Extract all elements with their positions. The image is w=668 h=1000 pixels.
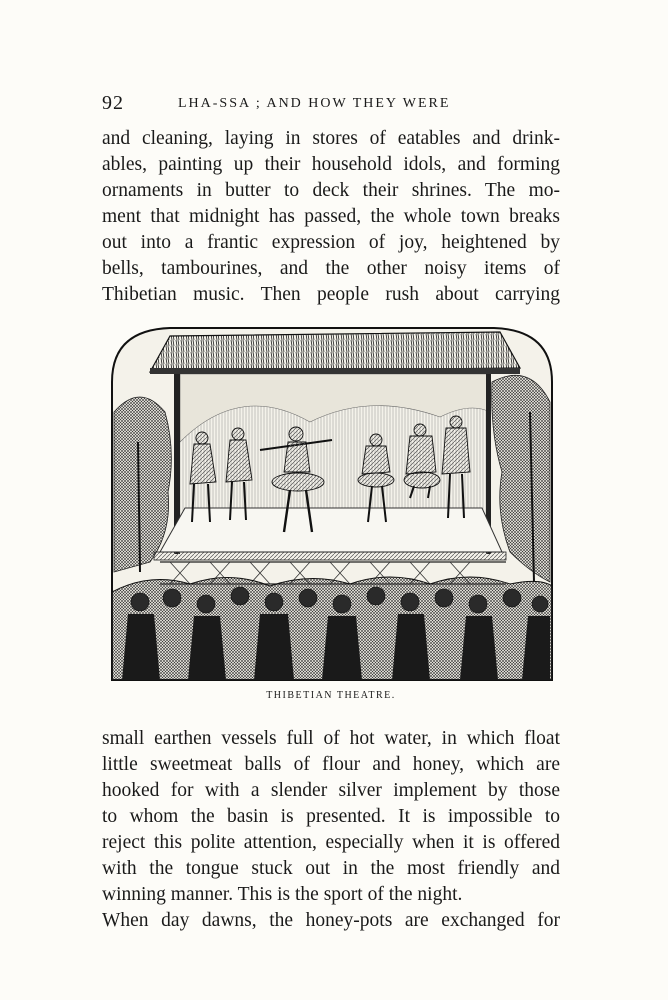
- theatre-illustration: [110, 322, 554, 682]
- text-line: winning manner. This is the sport of the night.: [102, 884, 463, 905]
- text-line: reject this polite attention, especially when it is offered: [102, 832, 560, 853]
- text-line: Thibetian music. Then people rush about carrying: [102, 284, 560, 305]
- paragraph-top: [102, 126, 560, 308]
- page-number: 92: [102, 92, 124, 114]
- text-line: When day dawns, the honey-pots are exchanged for: [102, 910, 560, 931]
- paragraph-bottom: [102, 726, 560, 934]
- text-line: ables, painting up their household idols, and forming: [102, 154, 560, 175]
- text-line: ornaments in butter to deck their shrines. The mo-: [102, 180, 560, 201]
- text-line: out into a frantic expression of joy, heightened by: [102, 232, 560, 253]
- text-line: ment that midnight has passed, the whole town breaks: [102, 206, 560, 227]
- text-line: hooked for with a slender silver implement by those: [102, 780, 560, 801]
- page-header: [102, 92, 558, 118]
- figure-caption: THIBETIAN THEATRE.: [266, 690, 396, 701]
- text-line: and cleaning, laying in stores of eatables and drink-: [102, 128, 560, 149]
- text-line: small earthen vessels full of hot water, in which float: [102, 728, 560, 749]
- text-line: little sweetmeat balls of flour and honey, which are: [102, 754, 560, 775]
- running-head: LHA-SSA ; AND HOW THEY WERE: [178, 96, 451, 111]
- text-line: bells, tambourines, and the other noisy items of: [102, 258, 560, 279]
- text-line: with the tongue stuck out in the most friendly and: [102, 858, 560, 879]
- text-line: to whom the basin is presented. It is impossible to: [102, 806, 560, 827]
